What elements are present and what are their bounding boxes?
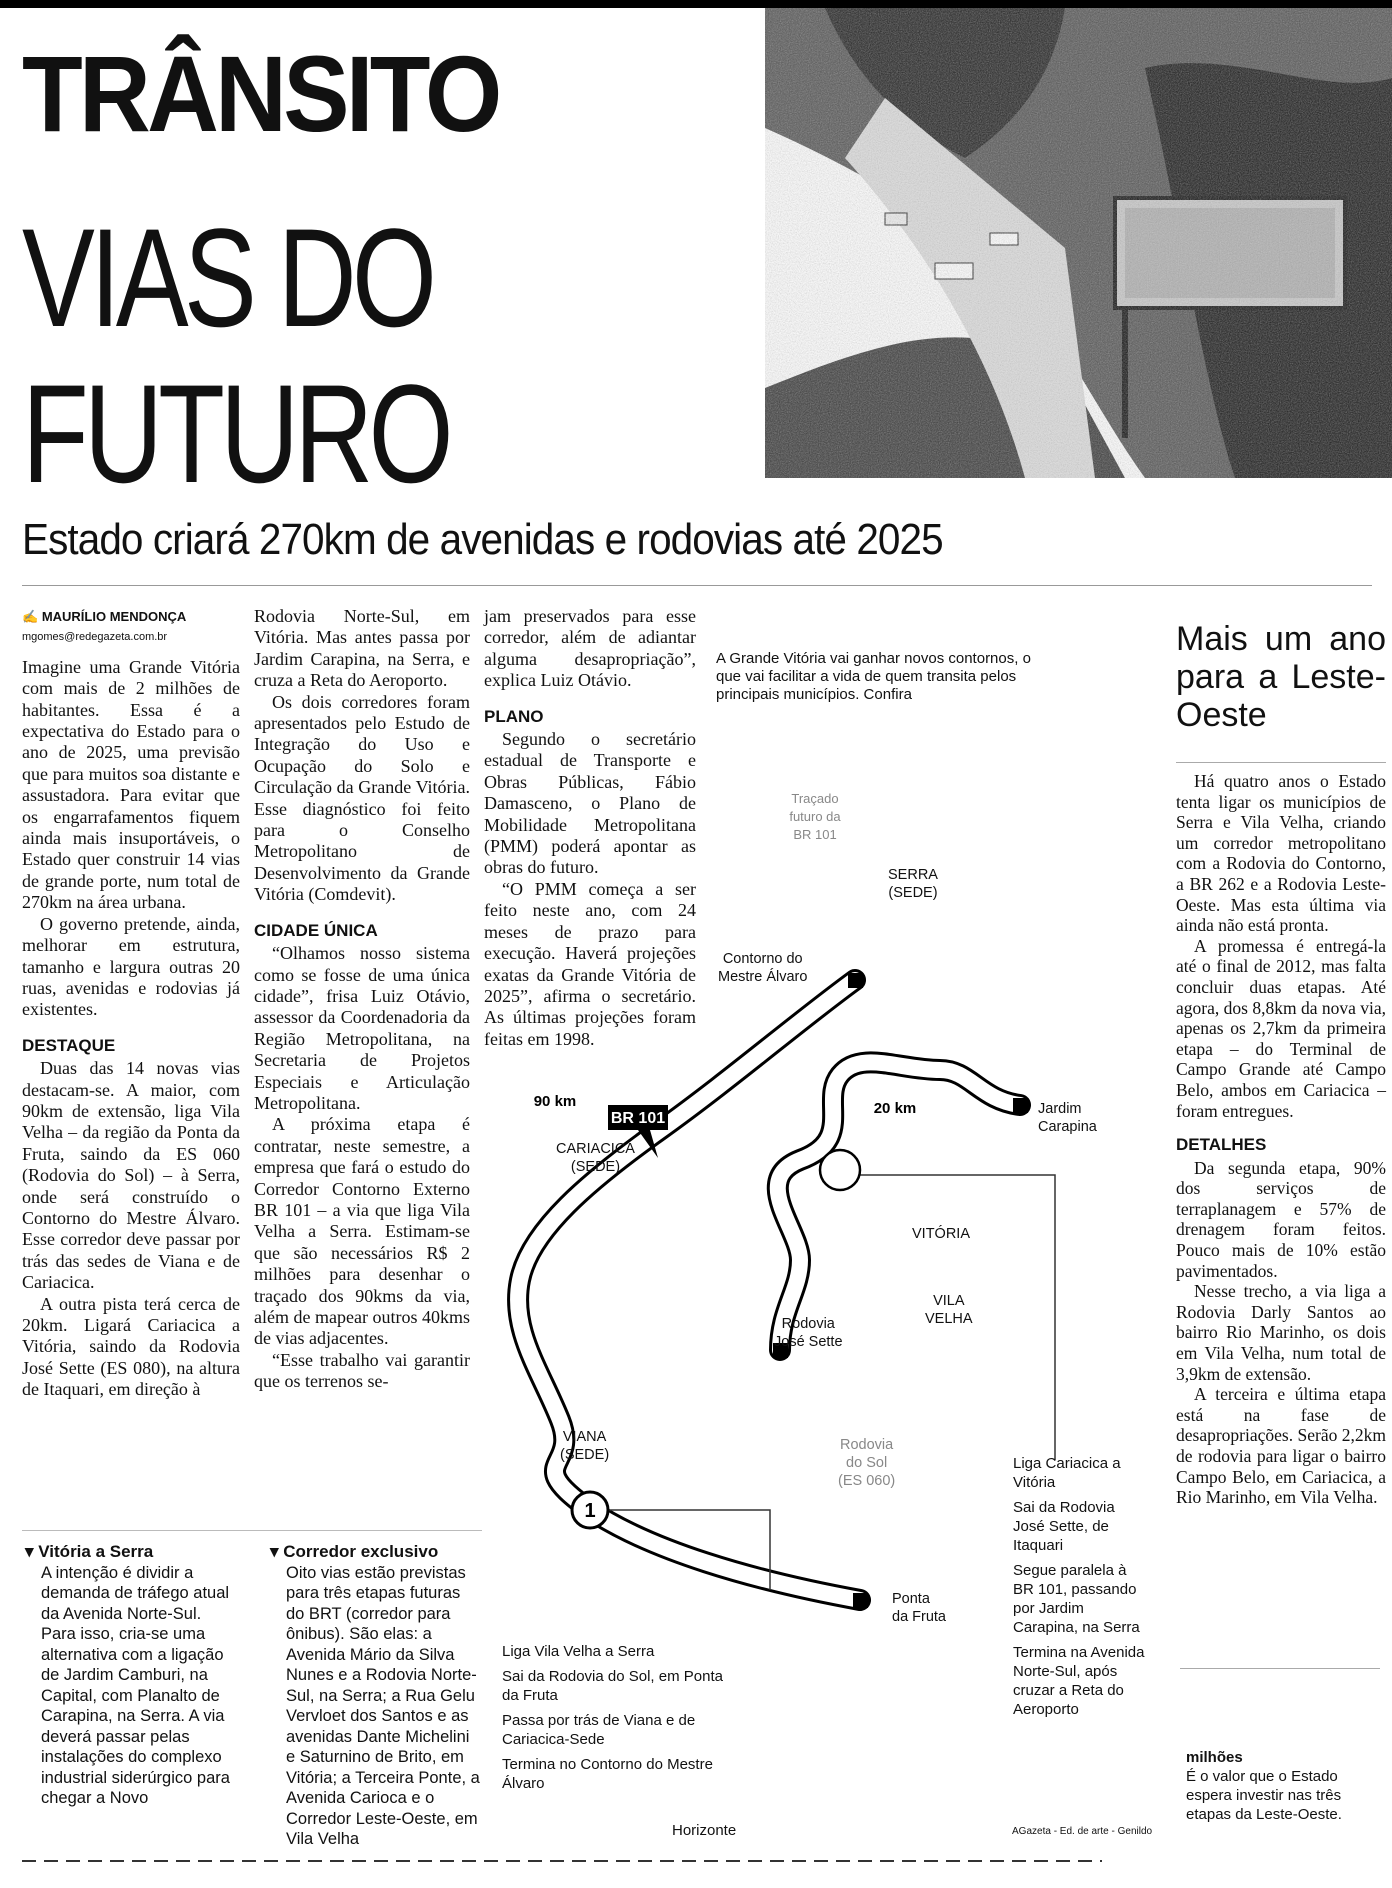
faded-line: BR 101: [793, 827, 837, 842]
paragraph: Rodovia Norte-Sul, em Vitória. Mas antes passa por Jardim Carapina, na Serra, e cruza a Reta do Aeroporto.: [254, 606, 470, 691]
box-text: Oito vias estão previstas para três etapas futuras do BRT (corredor para ônibus). São elas: a Avenida Mário da Silva Nunes e a Rodovia Norte-Sul, na Serra; a Rua Gelu Vervloet dos Santos e as avenidas Dante Michelini e Saturnino de Brito, em Vitória; a Terceira Ponte, a Avenida Carioca e o Corredor Leste-Oeste, em Vila Velha: [286, 1563, 480, 1848]
paragraph: Há quatro anos o Estado tenta ligar os municípios de Serra e Vila Velha, criando um corredor metropolitano com a Rodovia do Contorno, a BR 262 e a Rodovia Leste-Oeste. Mas esta última via ainda não está pronta.: [1176, 771, 1386, 936]
label-jose-sette: [774, 1315, 843, 1351]
route-note: Termina no Contorno do Mestre Álvaro: [502, 1756, 713, 1792]
paragraph: Duas das 14 novas vias destacam-se. A maior, com 90km de extensão, liga Vila Velha – da região da Ponta da Fruta, saindo da ES 060 (Rodovia do Sol) – à Serra, onde será construído o Contorno do Mestre Álvaro. Esse corredor deve passar por trás das sedes de Viana e de Cariacica.: [22, 1058, 240, 1293]
route-note: Sai da Rodovia do Sol, em Ponta da Fruta: [502, 1668, 723, 1704]
box-rule: [22, 1530, 482, 1531]
headline: [22, 200, 449, 512]
map-faded-title: [760, 790, 870, 844]
label-line: Mestre Álvaro: [718, 969, 808, 985]
top-rule: [0, 0, 1392, 8]
label-line: VELHA: [925, 1311, 973, 1327]
label-line: José Sette: [774, 1334, 843, 1350]
box-title-text: Corredor exclusivo: [283, 1542, 439, 1561]
paragraph: Segundo o secretário estadual de Transporte e Obras Públicas, Fábio Damasceno, o Plano de Mobilidade Metropolitana (PMM) poderá apontar as obras do futuro.: [484, 729, 696, 878]
label-line: (SEDE): [560, 1447, 610, 1463]
km90-label: 90 km: [533, 1093, 577, 1110]
route-note: Termina na Avenida Norte-Sul, após cruzar a Reta do Aeroporto: [1013, 1644, 1145, 1718]
headline-line-2: FUTURO: [22, 355, 449, 512]
route-20km-notes: [1013, 1454, 1148, 1719]
label-serra: [888, 866, 938, 902]
label-line: Rodovia: [840, 1437, 894, 1453]
paragraph: A promessa é entregá-la até o final de 2012, mas falta concluir duas etapas. Até agora, dos 8,8km da nova via, apenas os 2,7km da primeira etapa – do Terminal de Campo Grande até Campo Belo, ambos em Cariacica – foram entregues.: [1176, 935, 1386, 1121]
route-note: Liga Cariacica a Vitória: [1013, 1455, 1121, 1491]
paragraph: jam preservados para esse corredor, além de adiantar alguma desapropriação”, explica Luiz Otávio.: [484, 606, 696, 691]
faded-line: Traçado: [791, 791, 839, 806]
paragraph: A terceira e última etapa está na fase de desapropriações. Serão 2,2km de rodovia para ligar o bairro Campo Belo, em Cariacica, a Rio Marinho, em Vila Velha.: [1176, 1384, 1386, 1508]
sidebar-rule: [1176, 762, 1386, 763]
label-line: (ES 060): [838, 1473, 896, 1489]
paragraph: A outra pista terá cerca de 20km. Ligará Cariacica a Vitória, saindo da Rodovia José Sette (ES 080), na altura de Itaquari, em direção à: [22, 1293, 240, 1400]
paragraph: “Esse trabalho vai garantir que os terrenos se-: [254, 1349, 470, 1392]
article-column-1: [22, 606, 240, 1401]
stat-label: milhões: [1186, 1749, 1243, 1766]
label-line: VIANA: [562, 1429, 607, 1445]
box-title: ▾ Corredor exclusivo: [270, 1542, 439, 1561]
section-heading: CIDADE ÚNICA: [254, 920, 378, 940]
paragraph: “Olhamos nosso sistema como se fosse de uma única cidade”, frisa Luiz Otávio, assessor da Coordenadoria da Região Metropolitana, na Secretaria de Projetos Especiais e Articulação Metropolitana.: [254, 943, 470, 1113]
br101-label: BR 101: [610, 1110, 666, 1127]
label-line: Jardim: [1038, 1101, 1082, 1117]
subhead-rule: [22, 585, 1372, 586]
endpoint-contorno: [848, 973, 863, 988]
label-cariacica: [556, 1140, 635, 1176]
label-line: do Sol: [846, 1455, 888, 1471]
byline: ✍ MAURÍLIO MENDONÇA: [22, 609, 187, 624]
paragraph: Nesse trecho, a via liga a Rodovia Darly Santos ao bairro Rio Marinho, os dois em Vila Velha, num total de 3,9km de extensão.: [1176, 1281, 1386, 1384]
route-note: Passa por trás de Viana e de Cariacica-Sede: [502, 1712, 696, 1748]
art-credit: AGazeta - Ed. de arte - Genildo: [1012, 1826, 1153, 1837]
label-line: SERRA: [888, 867, 938, 883]
subheadline: Estado criará 270km de avenidas e rodovias até 2025: [22, 515, 943, 564]
label-ponta-da-fruta: [892, 1590, 946, 1626]
section-kicker: TRÂNSITO: [22, 33, 499, 154]
route-note: Sai da Rodovia José Sette, de Itaquari: [1013, 1499, 1115, 1554]
marker-1-label: 1: [584, 1500, 596, 1522]
km20-label: 20 km: [873, 1100, 917, 1117]
label-vitoria: VITÓRIA: [912, 1226, 971, 1242]
author-name: MAURÍLIO MENDONÇA: [41, 609, 187, 624]
endpoint-jardim-carapina: [1013, 1098, 1028, 1113]
label-line: CARIACICA: [556, 1141, 635, 1157]
faded-line: futuro da: [789, 809, 841, 824]
label-line: Rodovia: [781, 1316, 835, 1332]
sidebar-title: Mais um ano para a Leste-Oeste: [1176, 620, 1386, 734]
label-jardim-carapina: [1038, 1100, 1097, 1136]
box-corredor-exclusivo: [270, 1542, 480, 1850]
label-rodovia-do-sol: [838, 1436, 895, 1490]
highway-photo: [765, 8, 1392, 478]
label-line: Ponta: [892, 1591, 930, 1607]
bottom-dotted-rule: [22, 1860, 1102, 1862]
article-column-2: [254, 606, 470, 1393]
section-heading: DESTAQUE: [22, 1035, 116, 1055]
label-line: Carapina: [1038, 1119, 1097, 1135]
sidebar-stat: [1186, 1748, 1386, 1824]
label-line: (SEDE): [570, 1159, 621, 1175]
label-vila-velha: [925, 1292, 973, 1328]
sidebar-leste-oeste: [1176, 620, 1386, 1508]
box-vitoria-a-serra: [25, 1542, 237, 1809]
label-contorno: [718, 950, 807, 986]
footer-horizonte: Horizonte: [672, 1822, 737, 1839]
label-viana: [560, 1428, 609, 1464]
paragraph: Da segunda etapa, 90% dos serviços de terraplanagem e 57% de drenagem foram feitos. Pouco mais de 10% estão pavimentados.: [1176, 1157, 1386, 1281]
paragraph: A próxima etapa é contratar, neste semestre, a empresa que fará o estudo do Corredor Contorno Externo BR 101 – a via que liga Vila Velha a Serra. Estimam-se que são necessários R$ 2 milhões para desenhar o traçado dos 90kms da via, além de mapear outros 40kms de vias adjacentes.: [254, 1114, 470, 1349]
paragraph: O governo pretende, ainda, melhorar em estrutura, tamanho e largura outras 20 ruas, avenidas e rodovias já existentes.: [22, 913, 240, 1020]
route-90km-outline: [518, 980, 860, 1600]
label-line: Contorno do: [722, 951, 803, 967]
section-heading: PLANO: [484, 706, 544, 726]
label-line: VILA: [933, 1293, 965, 1309]
route-note: Liga Vila Velha a Serra: [502, 1643, 655, 1660]
roundabout: [820, 1150, 860, 1190]
section-heading: DETALHES: [1176, 1135, 1267, 1155]
paragraph: “O PMM começa a ser feito neste ano, com 24 meses de prazo para execução. Haverá projeções exatas da Grande Vitória de 2025”, afirma o secretário. As últimas projeções foram feitas em 1998.: [484, 878, 696, 1049]
paragraph: Imagine uma Grande Vitória com mais de 2 milhões de habitantes. Essa é a expectativa do Estado para o ano de 2025, uma previsão que para muitos soa distante e assustadora. Para evitar que os engarrafamentos fiquem ainda mais insuportáveis, o Estado quer construir 14 vias de grande porte, num total de 270km na área urbana.: [22, 656, 240, 913]
label-line: (SEDE): [888, 885, 938, 901]
route-90km-notes: [502, 1642, 737, 1793]
paragraph: Os dois corredores foram apresentados pelo Estudo de Integração do Uso e Ocupação do Solo e Circulação da Grande Vitória. Esse diagnóstico foi feito para o Conselho Metropolitano de Desenvolvimento da Grande Vitória (Comdevit).: [254, 691, 470, 905]
endpoint-ponta-da-fruta: [853, 1593, 868, 1608]
box-title-text: Vitória a Serra: [38, 1542, 154, 1561]
route-note: Segue paralela à BR 101, passando por Jardim Carapina, na Serra: [1013, 1562, 1140, 1636]
map-caption: A Grande Vitória vai ganhar novos contornos, o que vai facilitar a vida de quem transita pelos principais municípios. Confira: [716, 650, 1031, 703]
author-email: mgomes@redegazeta.com.br: [22, 631, 168, 644]
stat-text: É o valor que o Estado espera investir nas três etapas da Leste-Oeste.: [1186, 1768, 1342, 1823]
sidebar-rule: [1180, 1668, 1380, 1669]
headline-line-1: VIAS DO: [22, 199, 433, 356]
box-title: ▾ Vitória a Serra: [25, 1542, 154, 1561]
box-text: A intenção é dividir a demanda de tráfego atual da Avenida Norte-Sul. Para isso, cria-se uma alternativa com a ligação de Jardim Camburi, na Capital, com Planalto de Carapina, na Serra. A via deverá passar pelas instalações do complexo industrial siderúrgico para chegar a Novo: [41, 1563, 230, 1807]
label-line: da Fruta: [892, 1609, 946, 1625]
